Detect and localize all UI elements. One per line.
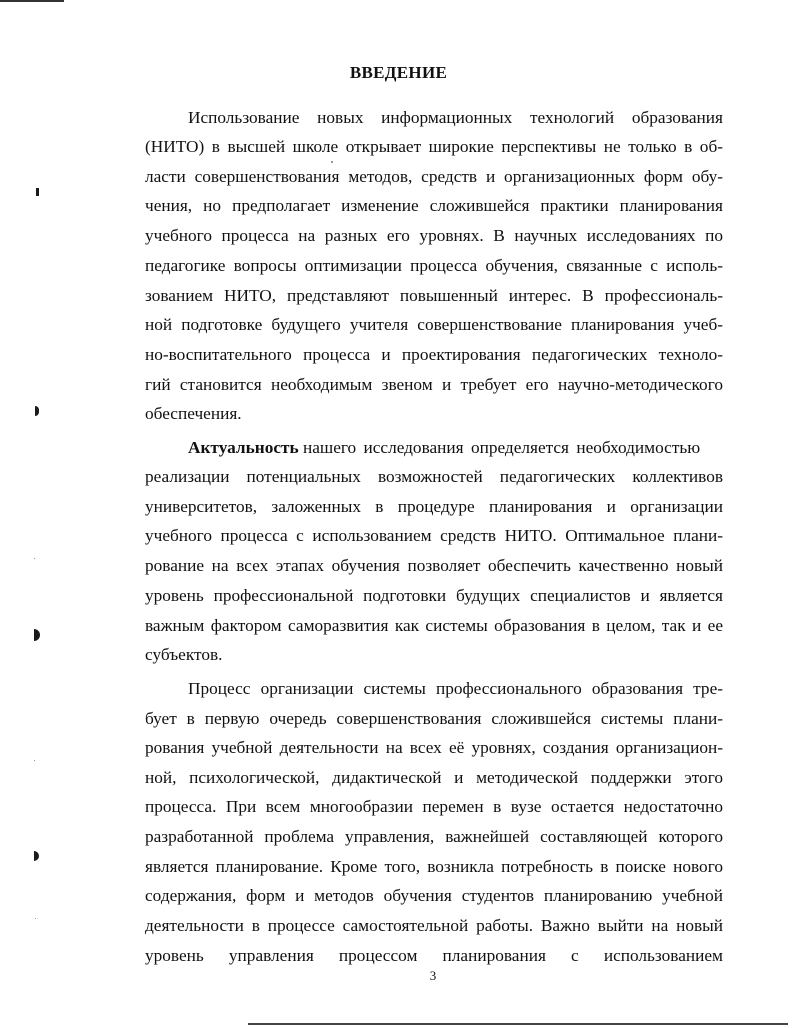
text-line: ной подготовке будущего учителя совершенствование планирования учеб-	[145, 315, 723, 334]
text-line: Использование новых информационных технологий образования	[188, 108, 723, 127]
page-number: 3	[429, 968, 437, 983]
text-line: уровень профессиональной подготовки будущих специалистов и является	[145, 586, 723, 605]
text-line: (НИТО) в высшей школе открывает широкие перспективы не только в об-	[145, 137, 723, 156]
text-line: учебного процесса на разных его уровнях. В научных исследованиях по	[145, 226, 723, 245]
text-line: но-воспитательного процесса и проектирования педагогических техноло-	[145, 345, 723, 364]
scan-mark	[34, 851, 39, 861]
text-line: рование на всех этапах обучения позволяет обеспечить качественно новый	[145, 556, 723, 575]
text-line: чения, но предполагает изменение сложившейся практики планирования	[145, 196, 723, 215]
text-line: ной, психологической, дидактической и методической поддержки этого	[145, 768, 723, 787]
text-line: обеспечения.	[145, 404, 242, 423]
scan-speck	[35, 918, 36, 919]
text-fragment: нашего исследования определяется необходимостью	[302, 438, 701, 457]
text-line: субъектов.	[145, 645, 223, 664]
paragraph-lead-bold: Актуальность	[188, 438, 299, 457]
text-line: ласти совершенствования методов, средств и организационных форм обу-	[145, 167, 723, 186]
text-line: университетов, заложенных в процедуре планирования и организации	[145, 497, 723, 516]
text-line: деятельности в процессе самостоятельной работы. Важно выйти на новый	[145, 916, 723, 935]
text-line: рования учебной деятельности на всех её уровнях, создания организацион-	[145, 738, 723, 757]
scan-speck	[34, 760, 35, 761]
bottom-edge-rule	[248, 1023, 788, 1025]
page-title: ВВЕДЕНИЕ	[349, 63, 448, 82]
text-line: бует в первую очередь совершенствования сложившейся системы плани-	[145, 709, 723, 728]
text-line: уровень управления процессом планирования с использованием	[145, 946, 723, 965]
text-line: учебного процесса с использованием средств НИТО. Оптимальное плани-	[145, 526, 723, 545]
scan-mark	[35, 406, 39, 416]
text-line: педагогике вопросы оптимизации процесса обучения, связанные с исполь-	[145, 256, 723, 275]
text-line: гий становится необходимым звеном и требует его научно-методического	[145, 375, 723, 394]
text-line: является планирование. Кроме того, возникла потребность в поиске нового	[145, 857, 723, 876]
text-line-with-lead	[188, 438, 723, 458]
top-edge-rule	[0, 0, 64, 2]
scan-speck	[34, 558, 35, 559]
scan-mark	[36, 188, 39, 196]
text-line: разработанной проблема управления, важнейшей составляющей которого	[145, 827, 723, 846]
text-line: реализации потенциальных возможностей педагогических коллективов	[145, 467, 723, 486]
text-line: Процесс организации системы профессионального образования тре-	[188, 679, 723, 698]
scan-speck	[331, 161, 333, 163]
text-line: содержания, форм и методов обучения студентов планированию учебной	[145, 886, 723, 905]
text-line: процесса. При всем многообразии перемен в вузе остается недостаточно	[145, 797, 723, 816]
text-line: важным фактором саморазвития как системы образования в целом, так и ее	[145, 616, 723, 635]
text-line: зованием НИТО, представляют повышенный интерес. В профессиональ-	[145, 286, 723, 305]
scan-mark	[34, 629, 40, 641]
